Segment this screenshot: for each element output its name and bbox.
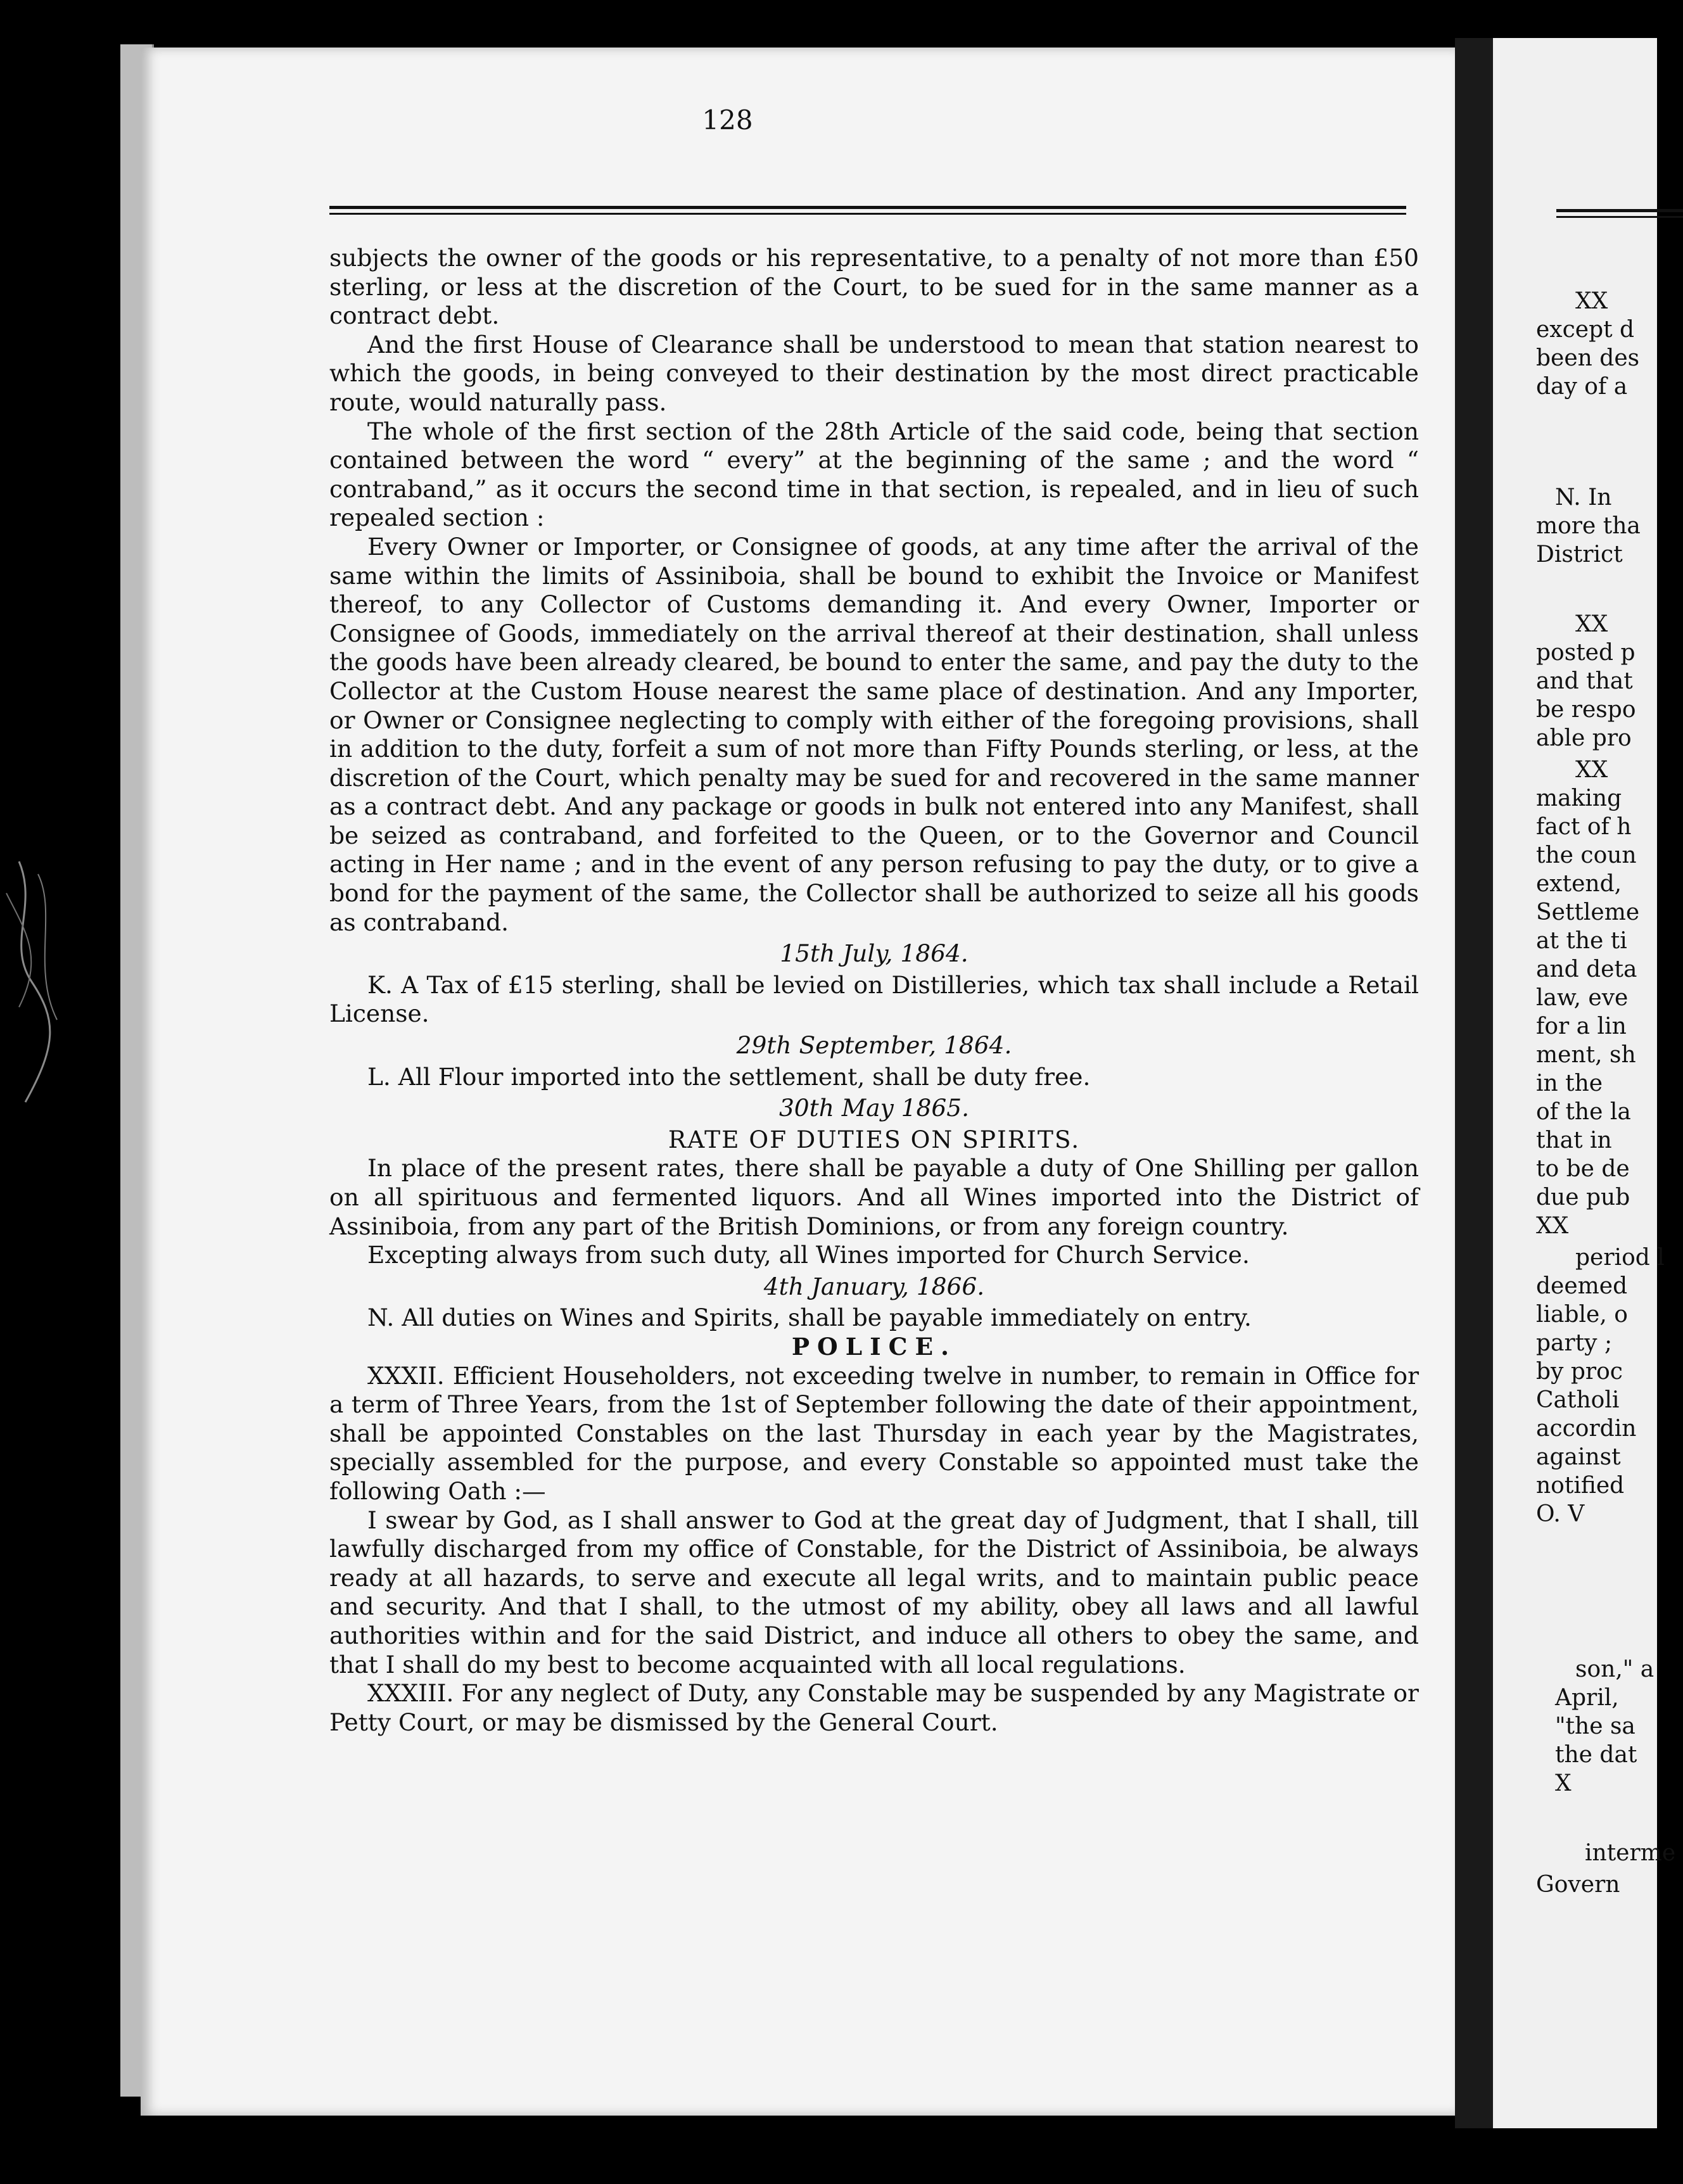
header-rule-thin (329, 213, 1406, 215)
text-fragment: due pub (1536, 1184, 1630, 1210)
text-fragment: been des (1536, 345, 1640, 371)
text-fragment: to be de (1536, 1156, 1630, 1182)
text-fragment: fact of h (1536, 814, 1632, 840)
page-body (329, 244, 1419, 1737)
paragraph: XXXII. Efficient Householders, not exceeding twelve in number, to remain in Office for a term of Three Years, from the 1st of September following the date of their appointment, shall be appointed Constables on the last Thursday in each year by the Magistrates, specially assembled for the purpose, and every Constable so appointed must take the following Oath :— (329, 1361, 1419, 1505)
paragraph: XXXIII. For any neglect of Duty, any Constable may be suspended by any Magistrate or Petty Court, or may be dismissed by the General Court. (329, 1679, 1419, 1736)
text-fragment: the dat (1555, 1742, 1637, 1768)
header-rule-thin (1556, 216, 1683, 218)
paragraph: In place of the present rates, there shall be payable a duty of One Shilling per gallon on all spirituous and fermented liquors. And all Wines imported into the District of Assiniboia, from any part of the British Dominions, or from any foreign country. (329, 1154, 1419, 1240)
text-fragment: Catholi (1536, 1387, 1620, 1413)
section-heading: POLICE. (791, 1332, 957, 1361)
text-fragment: able pro (1536, 725, 1632, 751)
text-fragment: by proc (1536, 1359, 1623, 1385)
text-fragment: interme (1585, 1840, 1676, 1866)
text-fragment: XX (1575, 757, 1608, 783)
date-heading: 15th July, 1864. (780, 939, 969, 968)
text-fragment: Settleme (1536, 899, 1640, 925)
date-heading: 4th January, 1866. (763, 1272, 985, 1300)
text-fragment: be respo (1536, 697, 1636, 723)
text-fragment: ment, sh (1536, 1042, 1636, 1068)
text-fragment: O. V (1536, 1501, 1585, 1527)
text-fragment: X (1555, 1770, 1572, 1796)
text-fragment: law, eve (1536, 985, 1629, 1011)
text-fragment: son," a (1575, 1656, 1654, 1682)
paragraph: L. All Flour imported into the settlement, shall be duty free. (367, 1062, 1091, 1091)
text-fragment: period l (1575, 1245, 1665, 1271)
text-fragment: for a lin (1536, 1013, 1627, 1039)
paragraph: Excepting always from such duty, all Wines imported for Church Service. (367, 1241, 1250, 1269)
page-number: 128 (702, 105, 753, 136)
text-fragment: XX (1575, 611, 1608, 637)
text-fragment: the coun (1536, 842, 1637, 868)
text-fragment: in the (1536, 1070, 1603, 1096)
text-fragment: that in (1536, 1127, 1612, 1153)
date-heading: 29th September, 1864. (736, 1031, 1012, 1060)
text-fragment: District (1536, 542, 1623, 568)
text-fragment: extend, (1536, 871, 1622, 897)
paragraph: N. All duties on Wines and Spirits, shall be payable immediately on entry. (367, 1304, 1252, 1332)
text-fragment: and that (1536, 668, 1633, 694)
right-page (1493, 38, 1676, 2128)
paragraph: subjects the owner of the goods or his representative, to a penalty of not more than £50 sterling, or less at the discretion of the Court, to be sued for in the same manner as a contract debt. (329, 244, 1419, 330)
text-fragment: against (1536, 1444, 1621, 1470)
paragraph: Every Owner or Importer, or Consignee of goods, at any time after the arrival of the same within the limits of Assiniboia, shall be bound to exhibit the Invoice or Manifest thereof, to any Collector of Customs demanding it. And every Owner, Importer or Consignee of Goods, immediately on the arrival thereof at their destination, shall unless the goods have been already cleared, be bound to enter the same, and pay the duty to the Collector at the Custom House nearest the same place of destination. And any Importer, or Owner or Consignee neglecting to comply with either of the foregoing provisions, shall in addition to the duty, forfeit a sum of not more than Fifty Pounds sterling, or less, at the discretion of the Court, which penalty may be sued for and recovered in the same manner as a contract debt. And any package or goods in bulk not entered into any Manifest, shall be seized as contraband, and forfeited to the Queen, or to the Governor and Council acting in Her name ; and in the event of any person refusing to pay the duty, or to give a bond for the payment of the same, the Collector shall be authorized to seize all his goods as contraband. (329, 532, 1419, 936)
text-fragment: liable, o (1536, 1302, 1628, 1328)
header-rule (329, 206, 1406, 209)
text-fragment: XX (1575, 288, 1608, 314)
paragraph: And the first House of Clearance shall be understood to mean that station nearest to which the goods, in being conveyed to their destination by the most direct practicable route, would naturally pass. (329, 330, 1419, 416)
text-fragment: XX (1536, 1213, 1569, 1239)
text-fragment: April, (1555, 1685, 1619, 1711)
paragraph: The whole of the first section of the 28th Article of the said code, being that section contained between the word “ every” at the beginning of the same ; and the word “ contraband,” as it occurs the second time in that section, is repealed, and in lieu of such repealed section : (329, 417, 1419, 532)
section-heading: RATE OF DUTIES ON SPIRITS. (668, 1125, 1081, 1153)
text-fragment: at the ti (1536, 928, 1627, 954)
paragraph: K. A Tax of £15 sterling, shall be levied on Distilleries, which tax shall include a Retail License. (329, 970, 1419, 1028)
text-fragment: notified (1536, 1473, 1625, 1499)
text-fragment: more tha (1536, 513, 1641, 539)
text-fragment: of the la (1536, 1099, 1631, 1125)
header-rule (1556, 209, 1683, 212)
text-fragment: day of a (1536, 374, 1628, 400)
paragraph: I swear by God, as I shall answer to God at the great day of Judgment, that I shall, till lawfully discharged from my office of Constable, for the District of Assiniboia, be always ready at all hazards, to serve and execute all legal writs, and to maintain public peace and security. And that I shall, to the utmost of my ability, obey all laws and all lawful authorities within and for the said District, and induce all others to obey the same, and that I shall do my best to become acquainted with all local regulations. (329, 1506, 1419, 1679)
text-fragment: Govern (1536, 1872, 1620, 1898)
text-fragment: posted p (1536, 640, 1635, 666)
text-fragment: except d (1536, 317, 1635, 343)
text-fragment: and deta (1536, 956, 1637, 982)
text-fragment: deemed (1536, 1273, 1628, 1299)
text-fragment: "the sa (1555, 1713, 1635, 1739)
text-fragment: party ; (1536, 1330, 1613, 1356)
text-fragment: N. In (1555, 485, 1612, 511)
text-fragment: making (1536, 785, 1622, 811)
date-heading: 30th May 1865. (778, 1094, 970, 1122)
background-fiber-decoration (0, 855, 76, 1108)
book-gutter (1455, 38, 1493, 2128)
text-fragment: accordin (1536, 1416, 1637, 1442)
